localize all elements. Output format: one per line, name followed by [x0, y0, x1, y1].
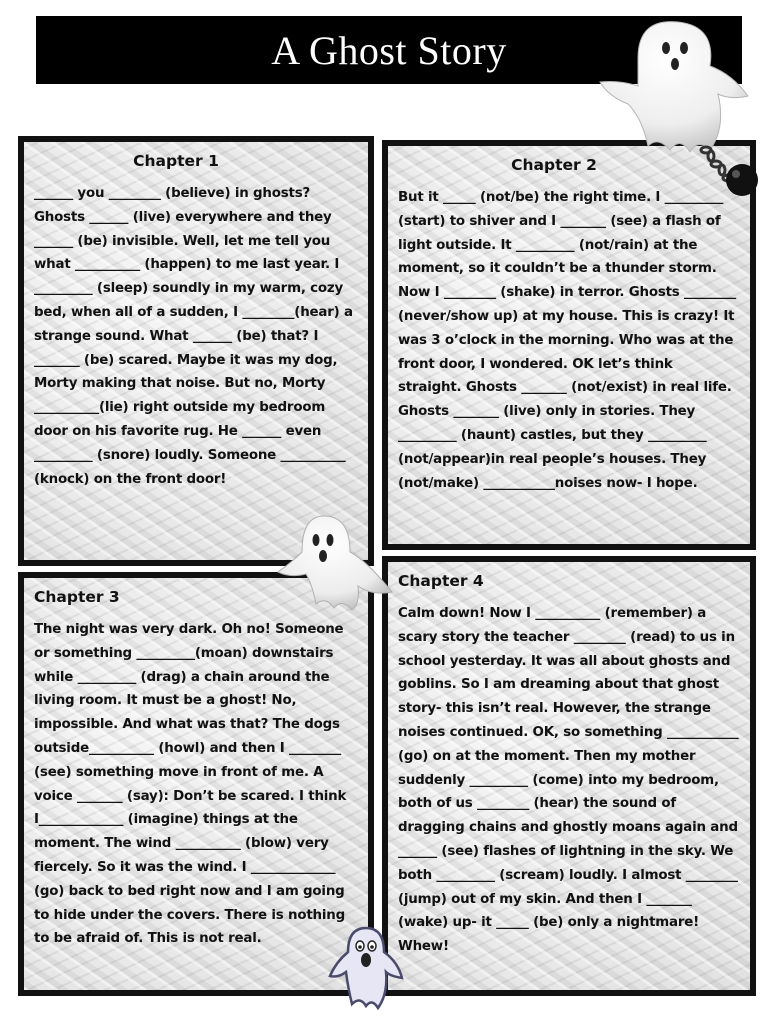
chapter-1-box — [18, 136, 374, 566]
ghost-with-ball-and-chain-icon — [598, 18, 758, 198]
scared-ghost-icon — [326, 922, 406, 1012]
chapter-2-heading: Chapter 2 — [511, 156, 597, 174]
chapter-3-text: The night was very dark. Oh no! Someone or something _________(moan) downstairs while _________ (drag) a chain around the living room. It must be a ghost! No, impossible. And what was that? The dogs outside__________ (howl) and then I ________ (see) something move in front of me. A voice _______ (say): Don’t be scared. I think I_____________ (imagine) things at the moment. The wind __________ (blow) very fiercely. So it was the wind. I _____________ (go) back to bed right now and I am going to hide under the covers. There is nothing to be afraid of. This is not real. — [34, 622, 347, 947]
chapter-3-heading: Chapter 3 — [34, 588, 120, 606]
chapter-3-box — [18, 572, 374, 996]
chapter-2-text: But it _____ (not/be) the right time. I _________ (start) to shiver and I _______ (see) a flash of light outside. It _________ (not/rain) at the moment, so it couldn’t be a thunder storm. Now I ________ (shake) in terror. Ghosts ________ (never/show up) at my house. This is crazy! It was 3 o’clock in the morning. Who was at the front door, I wondered. OK let’s think straight. Ghosts _______ (not/exist) in real life. Ghosts _______ (live) only in stories. They _________ (haunt) castles, but they _________ (not/appear)in real people’s houses. They (not/make) ___________noises now- I hope. — [398, 190, 736, 491]
ghost-icon — [276, 512, 396, 612]
chapter-4-heading: Chapter 4 — [398, 572, 484, 590]
chapter-4-box — [382, 556, 756, 996]
chapter-1-heading: Chapter 1 — [133, 152, 219, 170]
chapter-1-text: ______ you ________ (believe) in ghosts? Ghosts ______ (live) everywhere and they ______ (be) invisible. Well, let me tell you what __________ (happen) to me last year. I _________ (sleep) soundly in my warm, cozy bed, when all of a sudden, I ________(hear) a strange sound. What ______ (be) that? I _______ (be) scared. Maybe it was my dog, Morty making that noise. But no, Morty __________(lie) right outside my bedroom door on his favorite rug. He ______ even _________ (snore) loudly. Someone __________ (knock) on the front door! — [34, 186, 353, 487]
chapter-2-box — [382, 140, 756, 550]
page-title: A Ghost Story — [271, 27, 507, 73]
chapter-4-text: Calm down! Now I __________ (remember) a scary story the teacher ________ (read) to us in school yesterday. It was all about ghosts and goblins. So I am dreaming about that ghost story- this isn’t real. However, the strange noises continued. OK, so something ___________ (go) on at the moment. Then my mother suddenly _________ (come) into my bedroom, both of us ________ (hear) the sound of dragging chains and ghostly moans again and ______ (see) flashes of lightning in the sky. We both _________ (scream) loudly. I almost ________ (jump) out of my skin. And then I _______ (wake) up- it _____ (be) only a nightmare! Whew! — [398, 606, 739, 955]
